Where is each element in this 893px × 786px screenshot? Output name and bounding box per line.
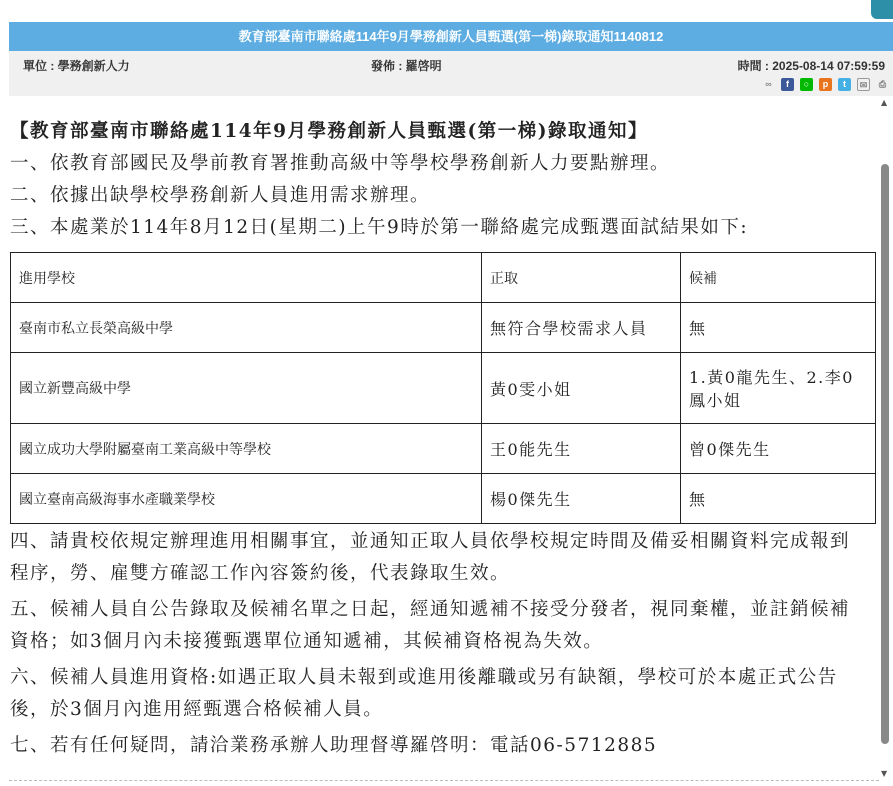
header-waitlist: 候補 — [681, 253, 876, 303]
unit: 單位 : 學務創新人力 — [23, 59, 130, 73]
header-admitted: 正取 — [482, 253, 681, 303]
link-icon[interactable]: ∞ — [765, 79, 772, 89]
corner-button[interactable] — [871, 0, 893, 19]
info-bar — [9, 51, 893, 96]
table-row — [11, 353, 876, 424]
school-cell: 臺南市私立長榮高級中學 — [11, 303, 482, 353]
twitter-icon[interactable]: t — [838, 78, 851, 91]
paragraph-1: 一、依教育部國民及學前教育署推動高級中等學校學務創新人力要點辦理。 — [10, 153, 671, 174]
publish-time: 時間 : 2025-08-14 07:59:59 — [737, 59, 885, 73]
email-icon[interactable]: ✉ — [857, 78, 870, 91]
scrollbar[interactable] — [879, 96, 891, 780]
waitlist-cell: 曾0傑先生 — [681, 424, 876, 474]
print-icon[interactable]: ⎙ — [878, 79, 887, 89]
paragraph-6: 六、候補人員進用資格:如遇正取人員未報到或進用後離職或另有缺額，學校可於本處正式公告後，於3個月內進用經甄選合格候補人員。 — [10, 667, 838, 720]
header-school: 進用學校 — [11, 253, 482, 303]
school-cell: 國立成功大學附屬臺南工業高級中等學校 — [11, 424, 482, 474]
school-cell: 國立臺南高級海事水產職業學校 — [11, 474, 482, 524]
line-icon[interactable]: ○ — [800, 78, 813, 91]
paragraph-7: 七、若有任何疑問，請洽業務承辦人助理督導羅啓明：電話06-5712885 — [10, 735, 658, 756]
paragraph-5: 五、候補人員自公告錄取及候補名單之日起，經通知遞補不接受分發者，視同棄權，並註銷候補資格；如3個月內未接獲甄選單位通知遞補，其候補資格視為失效。 — [10, 599, 851, 652]
scroll-down-arrow[interactable]: ▼ — [881, 769, 888, 778]
paragraph-3: 三、本處業於114年8月12日(星期二)上午9時於第一聯絡處完成甄選面試結果如下: — [10, 217, 749, 238]
waitlist-cell: 1.黃0龍先生、2.李0鳳小姐 — [681, 353, 876, 424]
admitted-cell: 無符合學校需求人員 — [482, 303, 681, 353]
waitlist-cell: 無 — [681, 474, 876, 524]
publisher: 發佈 : 羅啓明 — [371, 59, 442, 73]
school-cell: 國立新豐高級中學 — [11, 353, 482, 424]
results-table — [10, 252, 876, 524]
admitted-cell: 楊0傑先生 — [482, 474, 681, 524]
paragraph-4: 四、請貴校依規定辦理進用相關事宜，並通知正取人員依學校規定時間及備妥相關資料完成報到程序，勞、雇雙方確認工作內容簽約後，代表錄取生效。 — [10, 531, 851, 584]
scrollbar-thumb[interactable] — [881, 164, 889, 744]
admitted-cell: 黃0雯小姐 — [482, 353, 681, 424]
divider — [9, 780, 879, 781]
page-title: 教育部臺南市聯絡處114年9月學務創新人員甄選(第一梯)錄取通知1140812 — [9, 22, 893, 51]
admitted-cell: 王0能先生 — [482, 424, 681, 474]
paragraph-2: 二、依據出缺學校學務創新人員進用需求辦理。 — [10, 185, 431, 206]
plurk-icon[interactable]: p — [819, 78, 832, 91]
scroll-up-arrow[interactable]: ▲ — [881, 98, 888, 107]
article-heading: 【教育部臺南市聯絡處114年9月學務創新人員甄選(第一梯)錄取通知】 — [10, 121, 648, 142]
table-row — [11, 424, 876, 474]
table-row — [11, 303, 876, 353]
table-row — [11, 474, 876, 524]
facebook-icon[interactable]: f — [781, 78, 794, 91]
share-icons — [762, 78, 889, 91]
table-header-row — [11, 253, 876, 303]
waitlist-cell: 無 — [681, 303, 876, 353]
article-content — [0, 96, 878, 780]
